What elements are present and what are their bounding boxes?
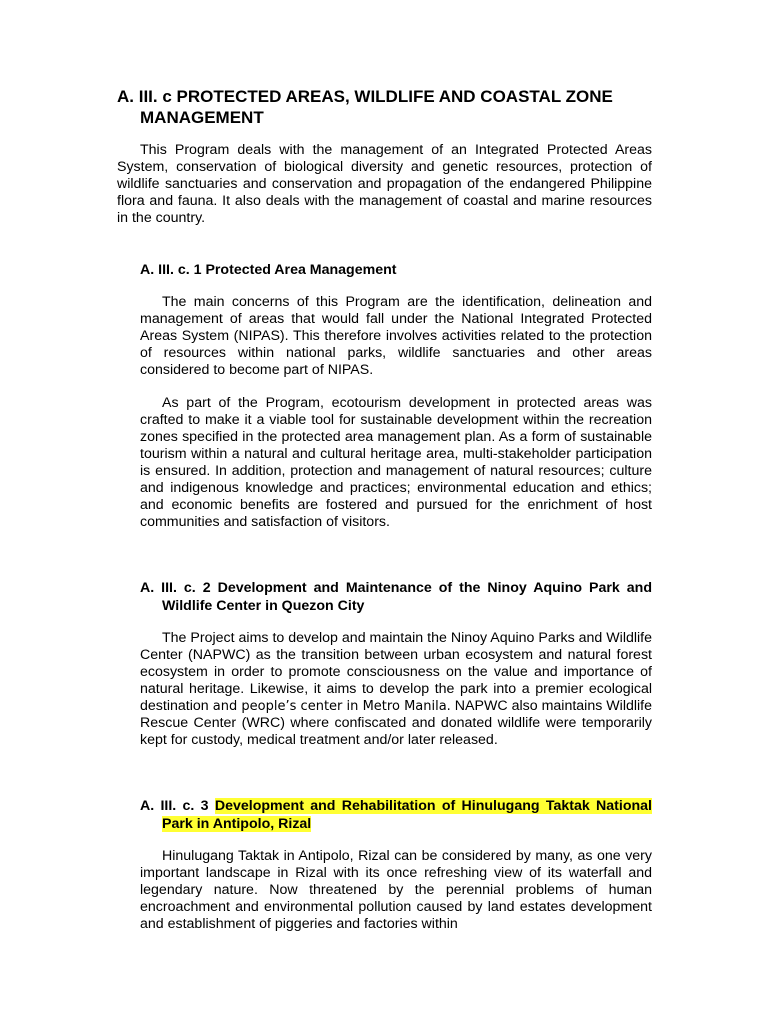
section-2-heading: A. III. c. 2 Development and Maintenance of the Ninoy Aquino Park and Wildlife Center in Quezon City [140,580,652,614]
section-3-paragraph-1: Hinulugang Taktak in Antipolo, Rizal can be considered by many, as one very important landscape in Rizal with its once refreshing view of its waterfall and legendary nature. Now threatened by the perennial problems of human encroachment and environmental pollution caused by land estates development and establishment of piggeries and factories within [140,848,652,932]
section-2-text-b: and people’s center in Metro Manila. [208,699,451,714]
section-2-text-a: The Project aims to develop and maintain the Ninoy Aquino Parks and Wildlife Center (NAPWC) as the transition between urban ecosystem and natural forest ecosystem in order to promote consciousness on the value and importance of natural heritage. Likewise, it aims to develop the park into a premier ecological destination [140,630,652,714]
section-1-heading: A. III. c. 1 Protected Area Management [140,262,397,278]
intro-paragraph: This Program deals with the management of an Integrated Protected Areas System, conservation of biological diversity and genetic resources, protection of wildlife sanctuaries and conservation and propagation of the endangered Philippine flora and fauna. It also deals with the management of coastal and marine resources in the country. [117,142,652,226]
section-3-heading-prefix: A. III. c. 3 [140,798,215,814]
section-2-paragraph-1 [140,630,652,749]
section-2-text-c: NAPWC also maintains Wildlife Rescue Center (WRC) where confiscated and donated wildlife were temporarily kept for custody, medical treatment and/or later released. [140,698,652,748]
section-1-paragraph-2: As part of the Program, ecotourism development in protected areas was crafted to make it a viable tool for sustainable development within the recreation zones specified in the protected area management plan. As a form of sustainable tourism within a natural and cultural heritage area, multi-stakeholder participation is ensured. In addition, protection and management of natural resources; culture and indigenous knowledge and practices; environmental education and ethics; and economic benefits are fostered and pursued for the enrichment of host communities and satisfaction of visitors. [140,395,652,530]
section-3-heading-highlight: Development and Rehabilitation of Hinulugang Taktak National Park in Antipolo, Rizal [162,798,652,832]
section-3-heading [140,797,652,833]
section-1-paragraph-1: The main concerns of this Program are the identification, delineation and management of areas that would fall under the National Integrated Protected Areas System (NIPAS). This therefore involves activities related to the protection of resources within national parks, wildlife sanctuaries and other areas considered to become part of NIPAS. [140,294,652,378]
page-title: A. III. c PROTECTED AREAS, WILDLIFE AND COASTAL ZONE MANAGEMENT [117,87,613,127]
